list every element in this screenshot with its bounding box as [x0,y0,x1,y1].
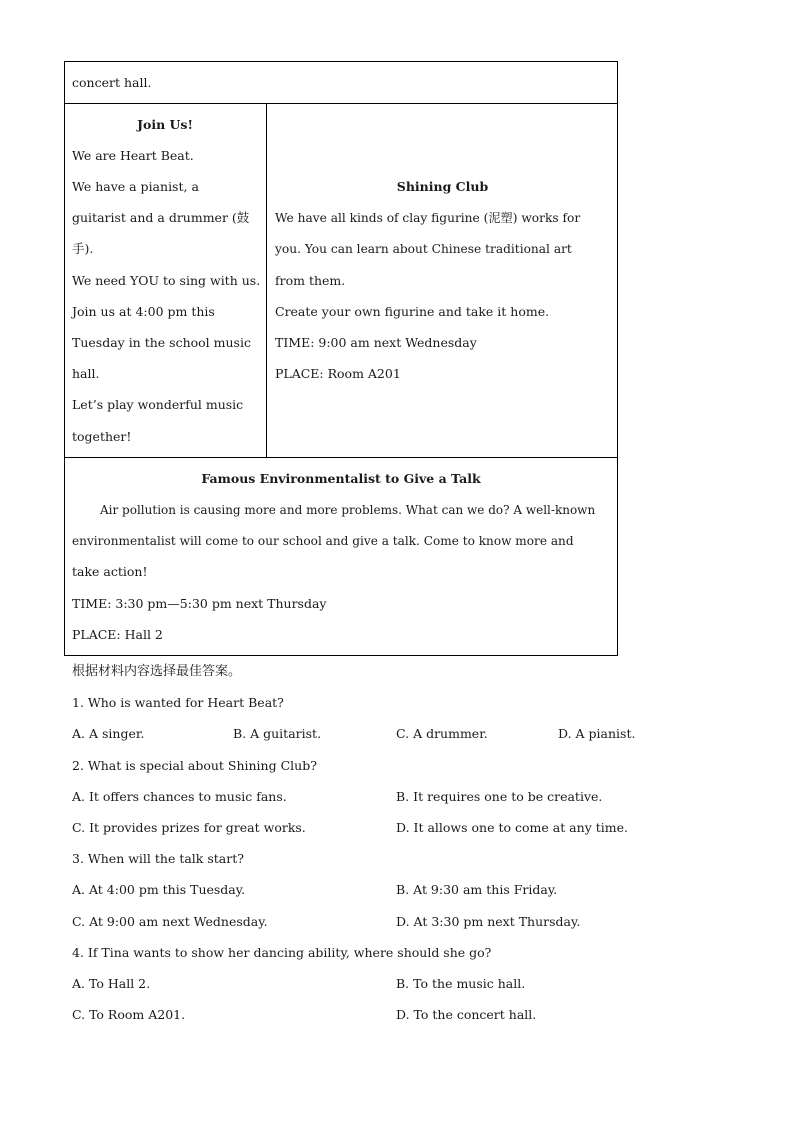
join-us-line: We need YOU to sing with us. [72,273,261,288]
talk-line: TIME: 3:30 pm—5:30 pm next Thursday [72,596,327,611]
answer-option[interactable]: C. It provides prizes for great works. [72,820,306,835]
answer-option[interactable]: A. At 4:00 pm this Tuesday. [72,882,246,897]
question-stem: 3. When will the talk start? [72,851,244,866]
join-us-line: Join us at 4:00 pm this [72,304,215,319]
answer-option[interactable]: D. A pianist. [558,726,636,741]
talk-line: PLACE: Hall 2 [72,627,163,642]
question-stem: 2. What is special about Shining Club? [72,758,317,773]
answer-option[interactable]: C. At 9:00 am next Wednesday. [72,914,268,929]
join-us-line: We have a pianist, a [72,179,199,194]
join-us-line: hall. [72,366,100,381]
talk-line: take action! [72,564,148,579]
talk-line: environmentalist will come to our school and give a talk. Come to know more and [72,534,574,548]
answer-option[interactable]: B. It requires one to be creative. [396,789,603,804]
join-us-line: We are Heart Beat. [72,148,194,163]
question-stem: 1. Who is wanted for Heart Beat? [72,695,284,710]
join-us-title: Join Us! [137,117,193,132]
shining-club-line: We have all kinds of clay figurine (泥塑) works for [275,211,581,225]
join-us-line: Let’s play wonderful music [72,397,244,412]
join-us-line: 手). [72,241,94,256]
answer-option[interactable]: C. A drummer. [396,726,488,741]
answer-option[interactable]: A. A singer. [72,726,145,741]
shining-club-line: PLACE: Room A201 [275,366,401,381]
shining-club-line: you. You can learn about Chinese traditional art [275,242,572,256]
talk-title: Famous Environmentalist to Give a Talk [201,471,481,486]
talk-line: Air pollution is causing more and more problems. What can we do? A well-known [100,503,596,517]
question-stem: 4. If Tina wants to show her dancing ability, where should she go? [72,945,492,960]
shining-club-line: from them. [275,273,346,288]
answer-option[interactable]: B. A guitarist. [233,726,322,741]
answer-option[interactable]: A. To Hall 2. [72,976,151,991]
answer-option[interactable]: B. At 9:30 am this Friday. [396,882,558,897]
table-divider-vertical [266,103,267,457]
instruction: 根据材料内容选择最佳答案。 [72,664,242,679]
shining-club-line: Create your own figurine and take it home. [275,304,550,319]
answer-option[interactable]: B. To the music hall. [396,976,526,991]
answer-option[interactable]: D. To the concert hall. [396,1007,537,1022]
answer-option[interactable]: A. It offers chances to music fans. [72,789,287,804]
answer-option[interactable]: D. It allows one to come at any time. [396,820,628,835]
top-cell-text: concert hall. [72,75,152,90]
table-divider-top [64,103,618,104]
answer-option[interactable]: C. To Room A201. [72,1007,186,1022]
answer-option[interactable]: D. At 3:30 pm next Thursday. [396,914,581,929]
join-us-line: guitarist and a drummer (鼓 [72,210,250,225]
join-us-line: together! [72,429,132,444]
table-divider-middle [64,457,618,458]
shining-club-title: Shining Club [396,179,489,194]
shining-club-line: TIME: 9:00 am next Wednesday [275,335,477,350]
join-us-line: Tuesday in the school music [72,335,251,350]
